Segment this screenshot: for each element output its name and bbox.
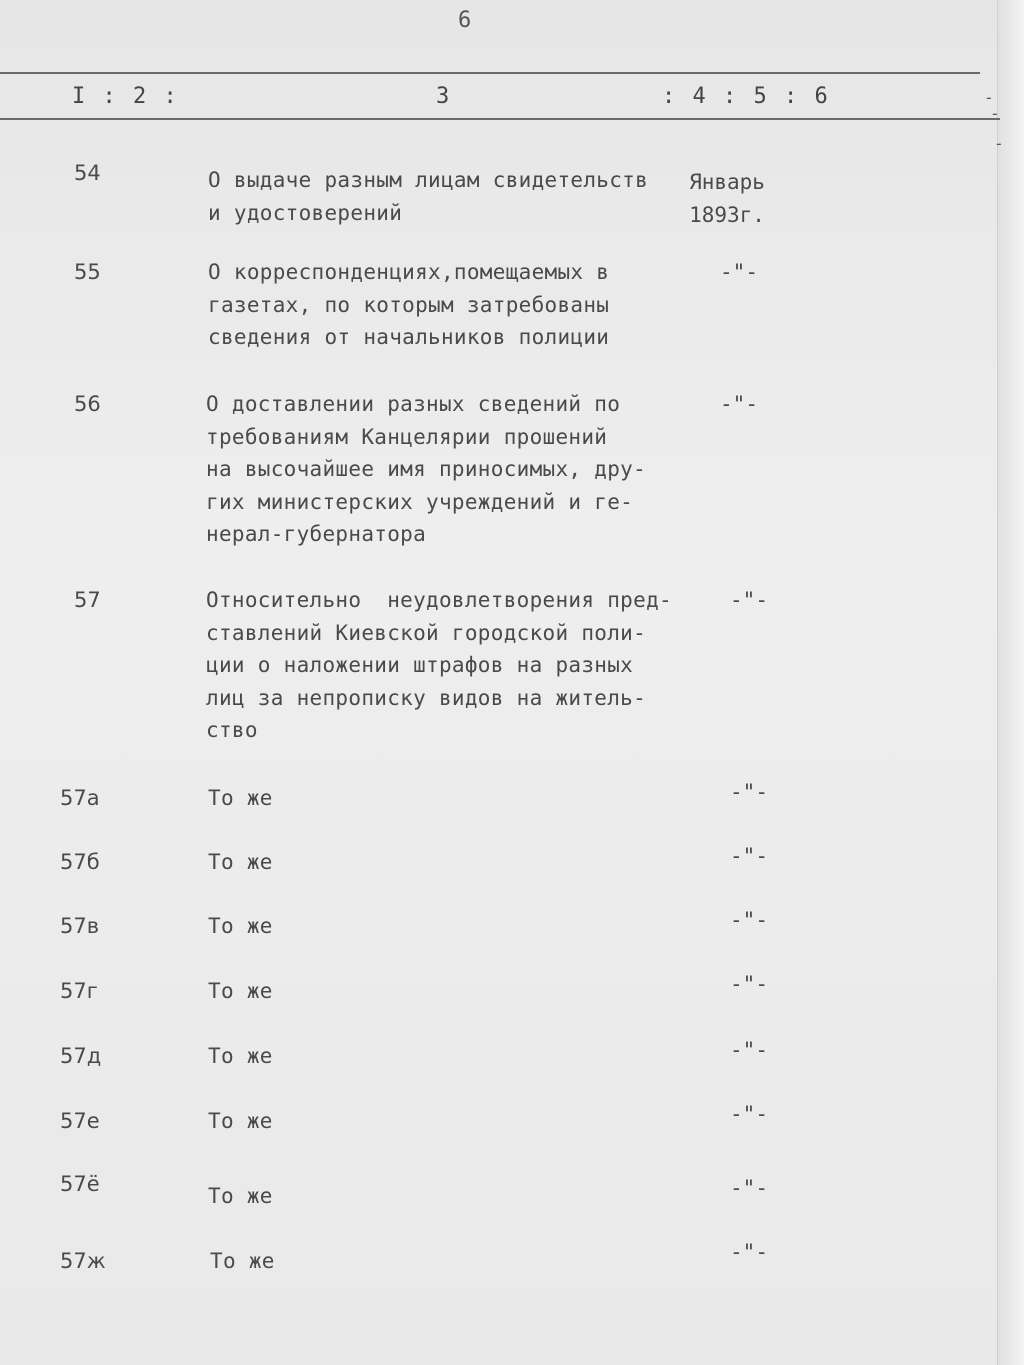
column-header-left: I : 2 : xyxy=(72,84,179,109)
entry-number: 57е xyxy=(60,1109,100,1133)
margin-mark: - xyxy=(994,134,1004,153)
entry-date: -"- xyxy=(730,908,768,932)
entry-number: 57в xyxy=(60,914,100,938)
entry-date: -"- xyxy=(730,1102,768,1126)
entry-number: 57д xyxy=(60,1044,102,1068)
margin-mark: - xyxy=(990,104,1000,123)
column-header-middle: 3 xyxy=(436,84,452,109)
entry-number: 57г xyxy=(60,979,98,1003)
page-edge xyxy=(997,0,1024,1365)
entry-title: Относительно неудовлетворения пред- ставлений Киевской городской поли- ции о наложении штрафов на разных лиц за непрописку видов на житель- ство xyxy=(206,588,672,742)
entry-title: То же xyxy=(208,1044,273,1068)
entry-date: -"- xyxy=(730,1176,768,1200)
entry-date: -"- xyxy=(720,260,758,284)
entry-number: 57б xyxy=(60,850,100,874)
column-header-right: : 4 : 5 : 6 xyxy=(662,84,830,109)
entry-number: 57ё xyxy=(60,1172,100,1196)
entry-date: Январь 1893г. xyxy=(689,170,765,227)
entry-title: То же xyxy=(208,1184,273,1208)
entry-date: -"- xyxy=(730,972,768,996)
page-number: 6 xyxy=(458,8,472,33)
entry-title: О выдаче разным лицам свидетельств и удостоверений xyxy=(208,168,649,225)
entry-number: 57ж xyxy=(60,1249,106,1273)
header-bottom-rule xyxy=(0,118,1000,120)
entry-date: -"- xyxy=(730,844,768,868)
entry-number: 57 xyxy=(74,588,101,612)
entry-date: -"- xyxy=(730,780,768,804)
entry-title: То же xyxy=(208,786,273,810)
entry-title: О доставлении разных сведений по требованиям Канцелярии прошений на высочайшее имя приносимых, дру- гих министерских учреждений и ге- нерал-губернатора xyxy=(206,392,647,546)
entry-title: То же xyxy=(210,1249,275,1273)
entry-title: То же xyxy=(208,914,273,938)
entry-date: -"- xyxy=(730,1240,768,1264)
entry-title: То же xyxy=(208,979,273,1003)
header-top-rule xyxy=(0,72,980,74)
entry-number: 56 xyxy=(74,392,101,416)
entry-number: 55 xyxy=(74,260,101,284)
entry-title: То же xyxy=(208,1109,273,1133)
margin-mark: - xyxy=(984,88,994,107)
entry-date: -"- xyxy=(730,588,768,612)
entry-number: 57а xyxy=(60,786,100,810)
entry-title: То же xyxy=(208,850,273,874)
entry-date: -"- xyxy=(730,1038,768,1062)
entry-title: О корреспонденциях,помещаемых в газетах, по которым затребованы сведения от начальников полиции xyxy=(208,260,610,349)
entry-number: 54 xyxy=(74,161,101,185)
entry-date: -"- xyxy=(720,392,758,416)
